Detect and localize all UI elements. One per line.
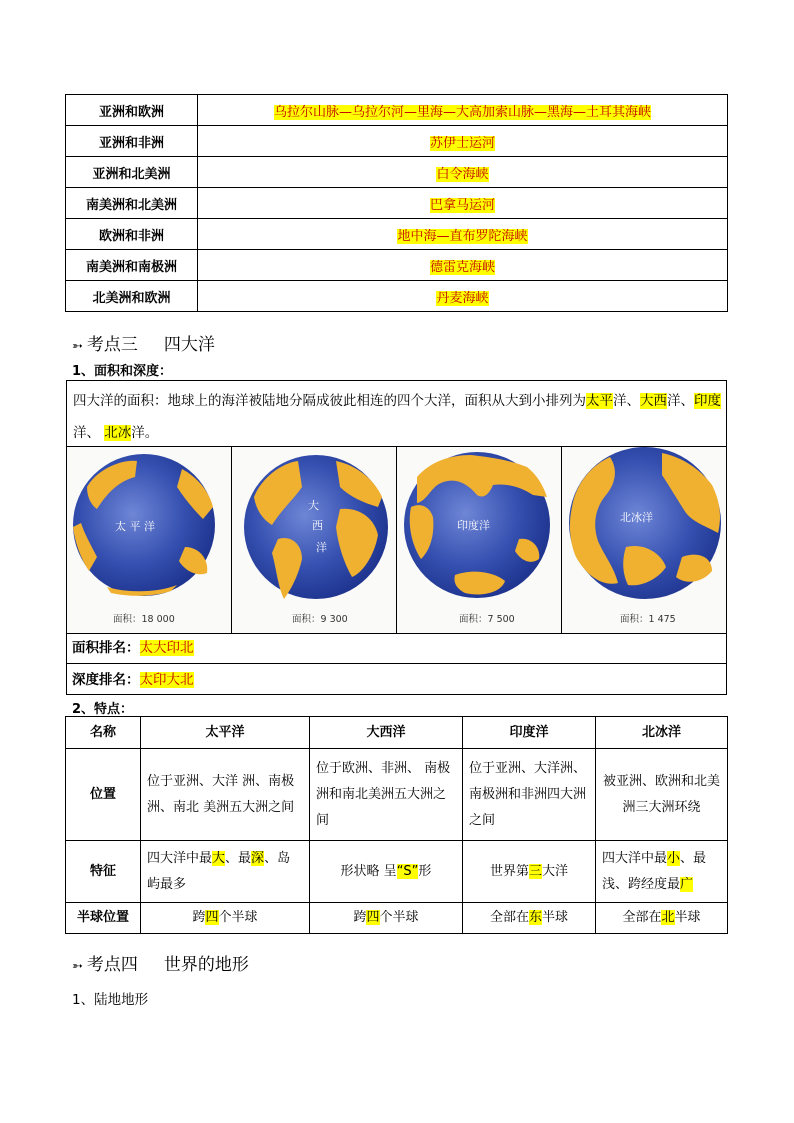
subheading-area-depth: 1、面积和深度：: [72, 364, 173, 379]
indian-globe-illustration: [397, 447, 565, 633]
globe-area-label: 面积：18 000: [113, 614, 175, 625]
boundary-pair: 亚洲和非洲: [66, 126, 198, 157]
ocean-area-box: [66, 380, 727, 695]
continent-boundary-table: [65, 94, 728, 312]
globe-ocean-label: 西: [312, 519, 323, 532]
cell-atlantic-position: 位于欧洲、非洲、 南极洲和南北美洲五大洲之间: [310, 749, 463, 841]
boundary-value: 地中海—直布罗陀海峡: [198, 219, 728, 250]
globe-ocean-label: 北冰洋: [620, 511, 653, 524]
globe-ocean-label: 洋: [316, 541, 327, 554]
section-title: 世界的地形: [163, 955, 249, 975]
cell-indian-position: 位于亚洲、大洋洲、南极洲和非洲四大洲之间: [463, 749, 596, 841]
boundary-value: 丹麦海峡: [198, 281, 728, 312]
globe-ocean-label: 太 平 洋: [115, 520, 155, 533]
cell-atlantic-hemisphere: 跨四个半球: [310, 903, 463, 934]
header-name: 名称: [66, 717, 141, 749]
globe-ocean-label: 大: [308, 499, 319, 512]
header-indian: 印度洋: [463, 717, 596, 749]
globe-area-label: 面积：9 300: [292, 614, 348, 625]
cell-indian-traits: 世界第三大洋: [463, 841, 596, 903]
atlantic-globe-illustration: [232, 447, 400, 633]
row-label-hemisphere: 半球位置: [66, 903, 141, 934]
header-atlantic: 大西洋: [310, 717, 463, 749]
arrow-icon: ➳: [72, 339, 83, 354]
table-row: [66, 188, 728, 219]
area-description: 四大洋的面积：地球上的海洋被陆地分隔成彼此相连的四个大洋，面积从大到小排列为太平洋、大西洋、印度洋、 北冰洋。: [73, 393, 721, 441]
depth-rank-value: 太印大北: [139, 672, 194, 688]
table-row: [66, 95, 728, 126]
row-label-position: 位置: [66, 749, 141, 841]
section-label: 考点四: [86, 955, 138, 975]
cell-indian-hemisphere: 全部在东半球: [463, 903, 596, 934]
subheading-features: 2、特点：: [72, 702, 134, 717]
cell-arctic-hemisphere: 全部在北半球: [596, 903, 728, 934]
pacific-globe-illustration: [67, 447, 225, 633]
boundary-pair: 北美洲和欧洲: [66, 281, 198, 312]
boundary-value: 巴拿马运河: [198, 188, 728, 219]
cell-arctic-traits: 四大洋中最小、最浅、跨经度最广: [596, 841, 728, 903]
section-heading-3: [72, 330, 215, 355]
section-heading-4: [72, 950, 249, 975]
boundary-pair: 南美洲和南极洲: [66, 250, 198, 281]
row-label-traits: 特征: [66, 841, 141, 903]
boundary-pair: 欧洲和非洲: [66, 219, 198, 250]
globe-pacific: [67, 447, 232, 633]
globe-ocean-label: 印度洋: [457, 519, 490, 532]
section-title: 四大洋: [163, 335, 215, 355]
area-ranking-row: [67, 633, 726, 664]
ocean-features-table: [65, 716, 728, 934]
table-row: [66, 219, 728, 250]
boundary-pair: 南美洲和北美洲: [66, 188, 198, 219]
table-header-row: [66, 717, 728, 749]
paragraph-land-terrain: 1、陆地地形: [72, 992, 149, 1008]
globe-atlantic: [232, 447, 397, 633]
cell-pacific-traits: 四大洋中最大、最深、岛屿最多: [141, 841, 310, 903]
boundary-pair: 亚洲和欧洲: [66, 95, 198, 126]
table-row: [66, 903, 728, 934]
globe-images-row: [67, 446, 726, 634]
depth-rank-label: 深度排名：: [72, 672, 140, 688]
table-row: [66, 281, 728, 312]
cell-pacific-position: 位于亚洲、大洋 洲、南极洲、南北 美洲五大洲之间: [141, 749, 310, 841]
boundary-value: 乌拉尔山脉—乌拉尔河—里海—大高加索山脉—黑海—土耳其海峡: [198, 95, 728, 126]
header-arctic: 北冰洋: [596, 717, 728, 749]
cell-pacific-hemisphere: 跨四个半球: [141, 903, 310, 934]
globe-arctic: [562, 447, 726, 633]
table-row: [66, 126, 728, 157]
globe-indian: [397, 447, 562, 633]
table-row: [66, 749, 728, 841]
depth-ranking-row: [67, 665, 726, 696]
table-row: [66, 250, 728, 281]
arrow-icon: ➳: [72, 959, 83, 974]
boundary-value: 苏伊士运河: [198, 126, 728, 157]
boundary-value: 白令海峡: [198, 157, 728, 188]
arctic-globe-illustration: [562, 447, 727, 633]
area-rank-value: 太大印北: [139, 640, 194, 656]
section-label: 考点三: [86, 335, 138, 355]
table-row: [66, 841, 728, 903]
boundary-value: 德雷克海峡: [198, 250, 728, 281]
globe-area-label: 面积：1 475: [620, 614, 676, 625]
boundary-pair: 亚洲和北美洲: [66, 157, 198, 188]
cell-arctic-position: 被亚洲、欧洲和北美洲三大洲环绕: [596, 749, 728, 841]
header-pacific: 太平洋: [141, 717, 310, 749]
globe-area-label: 面积：7 500: [459, 614, 515, 625]
cell-atlantic-traits: 形状略 呈“S”形: [310, 841, 463, 903]
table-row: [66, 157, 728, 188]
area-rank-label: 面积排名：: [72, 640, 140, 656]
